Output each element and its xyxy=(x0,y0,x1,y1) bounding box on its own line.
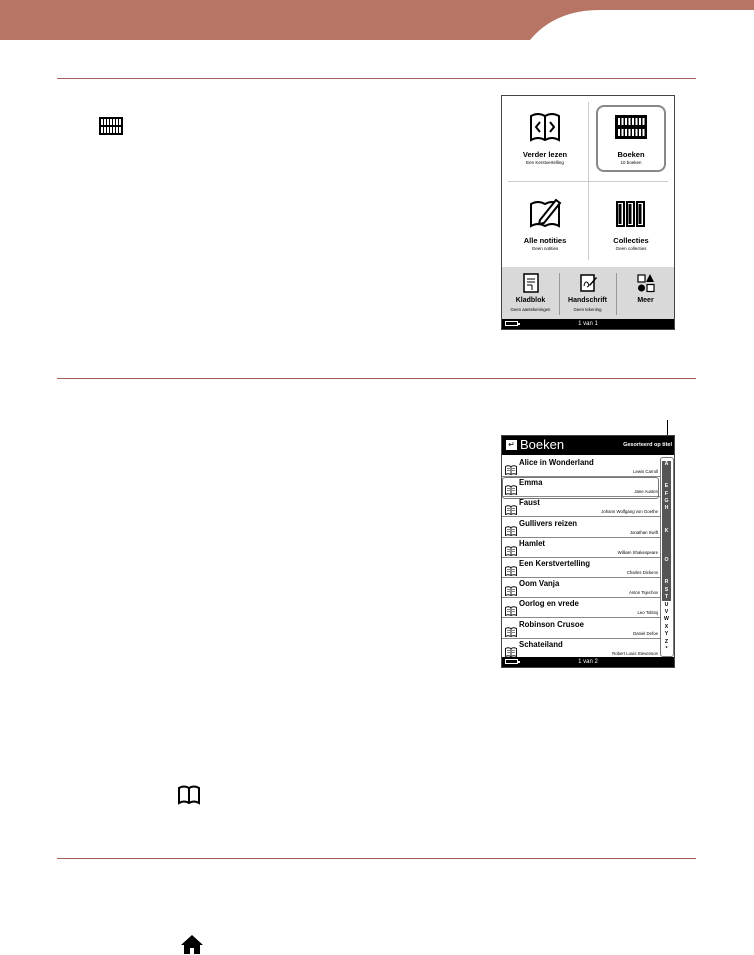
section-rule-1 xyxy=(57,78,696,79)
alphabet-letter[interactable]: F xyxy=(664,490,669,497)
shapes-more-icon xyxy=(637,273,655,293)
page-indicator: 1 van 2 xyxy=(578,659,598,665)
alphabet-letter[interactable]: A xyxy=(664,461,669,467)
shortcut-subtitle: Geen aantekeningen xyxy=(510,307,551,312)
book-author: Anton Tsjechov xyxy=(628,590,658,596)
book-title: Gullivers reizen xyxy=(519,518,578,528)
home-icon xyxy=(180,934,204,955)
notes-pen-icon xyxy=(528,196,562,230)
book-icon xyxy=(505,603,517,613)
reader-home-screen xyxy=(501,95,675,330)
tile-collections[interactable] xyxy=(588,182,674,267)
tile-subtitle: 10 boeken xyxy=(620,160,642,165)
book-title: Alice in Wonderland xyxy=(519,458,594,467)
tile-title: Collecties xyxy=(613,236,649,245)
books-icon xyxy=(98,116,124,136)
book-author: Leo Tolstoj xyxy=(637,610,658,616)
book-row[interactable] xyxy=(502,598,660,618)
book-row[interactable] xyxy=(502,518,660,538)
book-title: Hamlet xyxy=(519,538,545,548)
book-icon xyxy=(505,563,517,573)
book-row[interactable] xyxy=(502,497,660,517)
tile-subtitle: Een Kerstvertelling xyxy=(526,160,564,165)
book-title: Oom Vanja xyxy=(519,579,560,589)
bookshelf-icon xyxy=(614,110,648,144)
book-author: Jane Austen xyxy=(634,489,658,495)
book-icon xyxy=(505,462,517,472)
header-curve xyxy=(0,0,754,40)
book-title: Faust xyxy=(519,498,540,508)
notepad-icon xyxy=(522,273,540,293)
book-author: Johann Wolfgang von Goethe xyxy=(601,509,658,515)
book-row[interactable] xyxy=(502,619,660,639)
shortcut-notepad[interactable] xyxy=(502,267,559,319)
book-author: Jonathan Swift xyxy=(629,529,658,535)
shortcut-title: Handschrift xyxy=(568,297,607,304)
alphabet-letter[interactable]: Y xyxy=(664,631,669,638)
tile-all-notes[interactable] xyxy=(502,182,588,267)
back-icon[interactable]: ↵ xyxy=(506,440,517,450)
book-icon xyxy=(505,644,517,654)
book-row[interactable] xyxy=(502,558,660,578)
alphabet-letter[interactable]: V xyxy=(664,609,669,615)
alphabet-letter[interactable]: K xyxy=(664,527,669,534)
book-title: Oorlog en vrede xyxy=(519,599,579,609)
alphabet-letter[interactable]: T xyxy=(664,594,669,601)
selection-highlight xyxy=(502,477,659,499)
status-bar xyxy=(502,657,674,667)
book-author: Lewis Carroll xyxy=(633,469,658,474)
open-book-arrows-icon xyxy=(528,110,562,144)
section-rule-2 xyxy=(57,378,696,379)
title-bar xyxy=(502,436,674,455)
reader-books-screen xyxy=(501,435,675,668)
alphabet-letter[interactable]: S xyxy=(664,586,669,593)
battery-icon xyxy=(505,321,518,326)
shortcut-title: Meer xyxy=(637,297,654,304)
shortcut-more[interactable] xyxy=(617,267,674,319)
alphabet-letter[interactable]: W xyxy=(664,616,669,623)
book-icon xyxy=(505,624,517,634)
tile-title: Alle notities xyxy=(523,236,567,245)
battery-icon xyxy=(505,659,518,664)
book-icon xyxy=(505,583,517,593)
book-author: Daniel Defoe xyxy=(633,630,658,636)
bottom-shortcuts xyxy=(502,267,674,319)
book-row[interactable] xyxy=(502,538,660,558)
tile-continue-reading[interactable] xyxy=(502,96,588,181)
book-author: William Shakespeare xyxy=(617,549,658,555)
book-icon xyxy=(505,502,517,512)
tile-books[interactable] xyxy=(588,96,674,181)
screen-title: Boeken xyxy=(520,437,565,452)
alphabet-letter[interactable]: Z xyxy=(664,638,669,645)
book-title: Robinson Crusoe xyxy=(519,619,584,629)
header-band xyxy=(0,0,754,40)
tile-subtitle: Geen notities xyxy=(531,246,559,251)
shortcut-subtitle: Geen tekening xyxy=(573,307,602,312)
alphabet-letter[interactable]: O xyxy=(664,557,669,564)
alphabet-letter[interactable]: G xyxy=(664,498,669,504)
book-row[interactable] xyxy=(502,578,660,598)
book-row[interactable] xyxy=(502,457,660,477)
collections-icon xyxy=(614,196,648,230)
shortcut-title: Kladblok xyxy=(515,297,546,304)
page-indicator: 1 van 1 xyxy=(578,321,598,327)
alphabet-letter[interactable]: U xyxy=(664,601,669,608)
handwriting-icon xyxy=(579,273,597,293)
section-rule-3 xyxy=(57,858,696,859)
alphabet-letter[interactable]: E xyxy=(664,483,669,490)
shortcut-handwriting[interactable] xyxy=(559,267,616,319)
tile-title: Verder lezen xyxy=(522,150,568,159)
book-row[interactable] xyxy=(502,639,660,659)
book-author: Robert Louis Stevenson xyxy=(612,650,658,656)
alphabet-letter[interactable]: X xyxy=(664,623,669,630)
book-title: Een Kerstvertelling xyxy=(519,559,591,568)
alphabet-letter[interactable]: * xyxy=(665,646,668,652)
alphabet-letter[interactable]: R xyxy=(664,579,669,586)
book-title: Emma xyxy=(519,478,543,488)
book-icon xyxy=(505,543,517,553)
alphabet-index-frame xyxy=(660,457,674,657)
book-icon xyxy=(505,523,517,533)
book-title: Schateiland xyxy=(519,639,563,649)
open-book-icon xyxy=(178,785,200,805)
tile-subtitle: Geen collecties xyxy=(615,246,647,251)
alphabet-letter[interactable]: H xyxy=(664,505,669,512)
status-bar xyxy=(502,319,674,329)
sort-label: Gesorteerd op titel xyxy=(623,442,672,448)
tile-title: Boeken xyxy=(617,150,645,159)
book-author: Charles Dickens xyxy=(626,570,658,575)
